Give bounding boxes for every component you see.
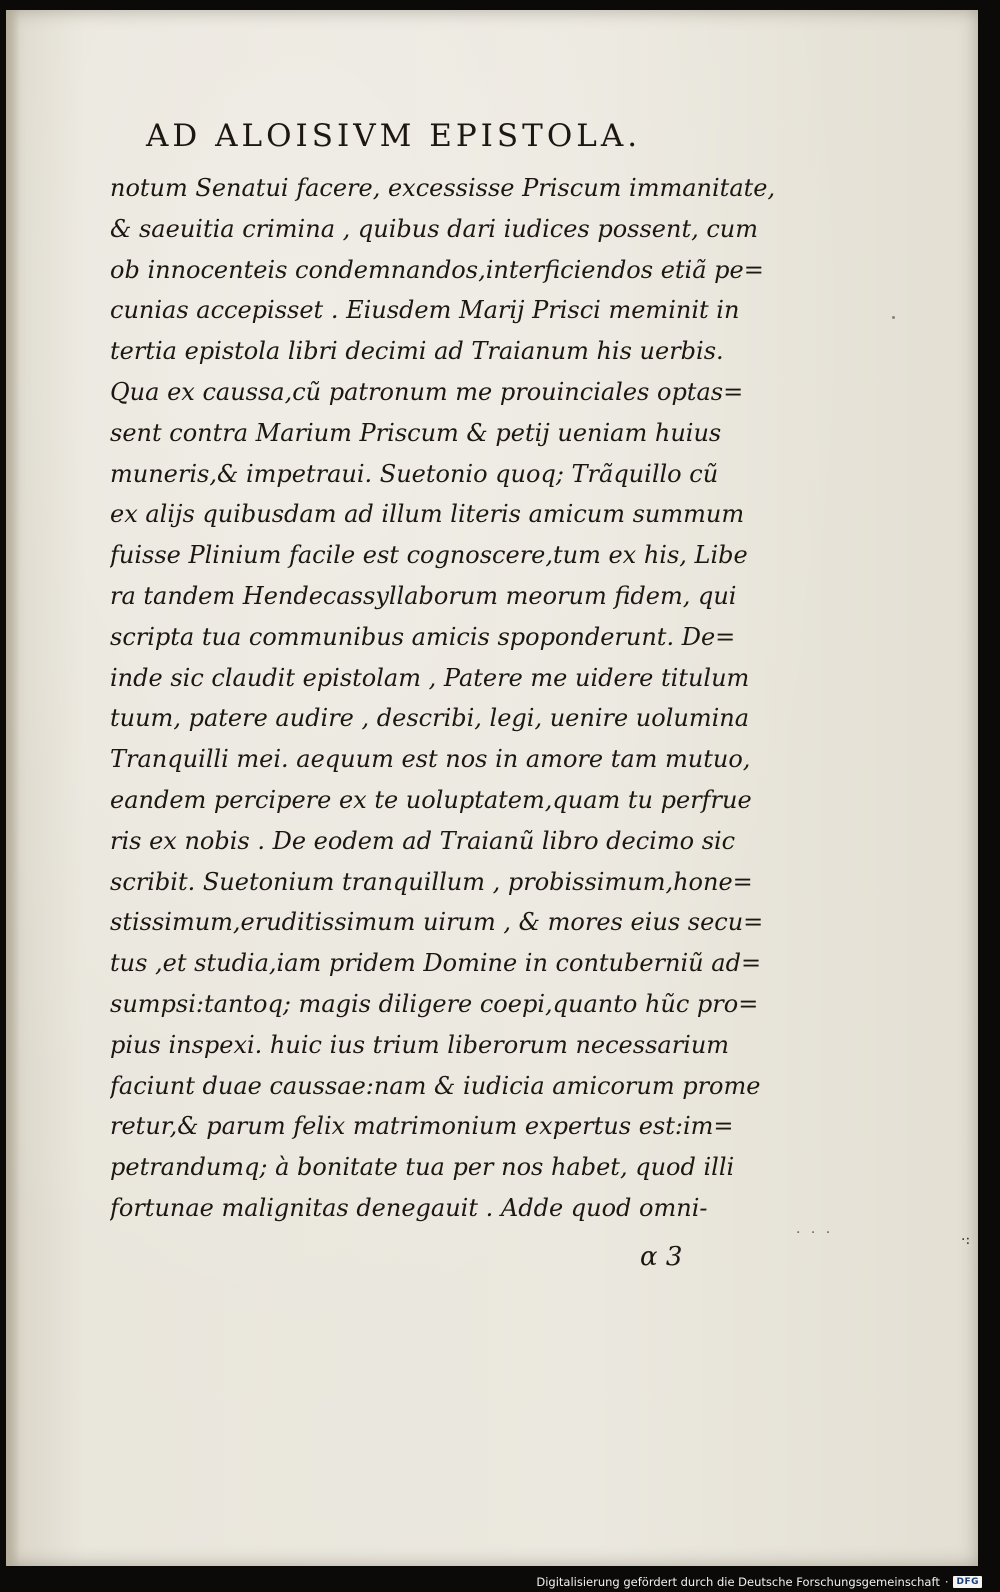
text-line: ob innocenteis condemnandos,interficiendos etiã pe=: [110, 255, 764, 284]
digitization-footer: [536, 1575, 982, 1589]
text-line: faciunt duae caussae:nam & iudicia amicorum prome: [110, 1071, 761, 1100]
ink-specks: ·:: [961, 1232, 971, 1248]
footer-separator: ·: [944, 1575, 949, 1589]
text-line: ra tandem Hendecassyllaborum meorum fidem, qui: [110, 581, 737, 610]
text-line: scribit. Suetonium tranquillum , probissimum,hone=: [110, 867, 753, 896]
book-page: [6, 10, 978, 1566]
text-line: tertia epistola libri decimi ad Traianum his uerbis.: [110, 337, 724, 366]
text-line: fuisse Plinium facile est cognoscere,tum ex his, Libe: [110, 541, 748, 570]
text-line: notum Senatui facere, excessisse Priscum immanitate,: [110, 174, 776, 202]
text-line: Qua ex caussa,cũ patronum me prouinciales optas=: [110, 377, 744, 406]
text-line: cunias accepisset . Eiusdem Marij Prisci meminit in: [110, 296, 740, 325]
text-line: scripta tua communibus amicis spoponderunt. De=: [110, 622, 736, 651]
ink-speck: [892, 316, 895, 319]
text-line: fortunae malignitas denegauit . Adde quod omni-: [110, 1193, 708, 1222]
text-line: petrandumq; à bonitate tua per nos habet, quod illi: [110, 1153, 735, 1182]
text-line: stissimum,eruditissimum uirum , & mores eius secu=: [110, 908, 764, 937]
text-line: & saeuitia crimina , quibus dari iudices possent, cum: [110, 214, 759, 243]
text-line: ris ex nobis . De eodem ad Traianũ libro decimo sic: [110, 826, 736, 855]
text-line: tus ,et studia,iam pridem Domine in contuberniũ ad=: [110, 949, 762, 978]
text-line: tuum, patere audire , describi, legi, uenire uolumina: [110, 704, 750, 733]
footer-credit: Digitalisierung gefördert durch die Deutsche Forschungsgemeinschaft: [536, 1575, 940, 1589]
text-line: retur,& parum felix matrimonium expertus est:im=: [110, 1112, 734, 1141]
running-head: AD ALOISIVM EPISTOLA.: [146, 118, 642, 154]
text-line: inde sic claudit epistolam , Patere me uidere titulum: [110, 663, 750, 692]
text-line: eandem percipere ex te uoluptatem,quam tu perfrue: [110, 785, 752, 814]
body-text: [110, 168, 790, 1229]
text-line: pius inspexi. huic ius trium liberorum necessarium: [110, 1030, 730, 1059]
page-gutter-shadow: [6, 10, 20, 1566]
text-line: muneris,& impetraui. Suetonio quoq; Trãquillo cũ: [110, 459, 719, 488]
text-line: sent contra Marium Priscum & petij ueniam huius: [110, 418, 722, 447]
text-line: sumpsi:tantoq; magis diligere coepi,quanto hũc pro=: [110, 989, 759, 1018]
text-line: ex alijs quibusdam ad illum literis amicum summum: [110, 500, 745, 529]
text-line: Tranquilli mei. aequum est nos in amore tam mutuo,: [110, 745, 751, 774]
dfg-logo-icon: DFG: [953, 1576, 982, 1588]
ink-specks: · · ·: [796, 1225, 834, 1241]
signature-mark: α 3: [640, 1242, 683, 1272]
